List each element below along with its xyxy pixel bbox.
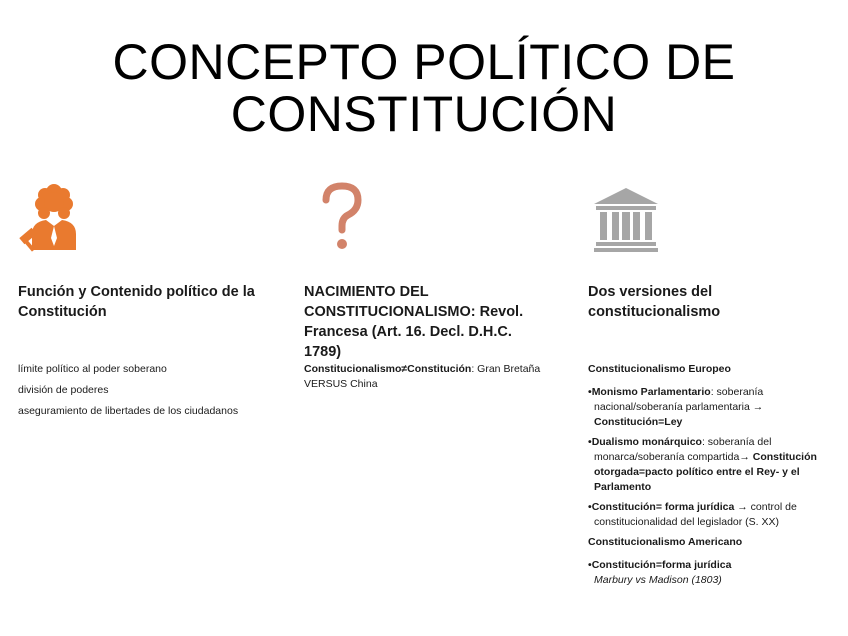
column-heading: NACIMIENTO DEL CONSTITUCIONALISMO: Revol. Francesa (Art. 16. Decl. D.H.C. 1789) <box>304 284 524 360</box>
classical-building-icon <box>588 180 838 256</box>
section-subtitle: Constitucionalismo Europeo <box>588 363 731 375</box>
bullet-text: : soberanía nacional/soberanía parlamentaria → <box>594 386 764 413</box>
list-item: •Dualismo monárquico: soberanía del monarca/soberanía compartida→ Constitución otorgada=pacto político entre el Rey- y el Parlamento <box>588 436 817 493</box>
column-body <box>18 362 268 419</box>
list-item: •Monismo Parlamentario: soberanía nacional/soberanía parlamentaria → Constitución=Ley <box>588 386 764 428</box>
bullet-bold: Constitución= forma jurídica <box>591 501 735 513</box>
column-origin <box>304 180 544 392</box>
column-heading: Función y Contenido político de la Constitución <box>18 284 255 320</box>
body-bold-text: Constitucionalismo≠Constitución <box>304 363 472 375</box>
bullet-bold: Constitución=forma jurídica <box>591 559 732 571</box>
bullet-text: : soberanía del monarca/soberanía compartida→ <box>594 436 772 463</box>
bullet-bold: Constitución=Ley <box>594 416 683 428</box>
slide-title <box>0 36 848 140</box>
section-subtitle: Constitucionalismo Americano <box>588 536 743 548</box>
title-line-2: CONSTITUCIÓN <box>230 86 618 142</box>
list-item: •Constitución=forma jurídica Marbury vs Madison (1803) <box>588 559 732 586</box>
body-text: : Gran Bretaña VERSUS China <box>304 363 541 390</box>
column-function <box>18 180 268 425</box>
question-mark-icon <box>304 180 544 256</box>
list-item: aseguramiento de libertades de los ciudadanos <box>18 405 239 417</box>
column-versions <box>588 180 838 593</box>
list-item: división de poderes <box>18 384 109 396</box>
bullet-bold: Constitución otorgada=pacto político entre el Rey- y el Parlamento <box>594 451 817 493</box>
column-body <box>304 362 544 392</box>
bullet-bold: Monismo Parlamentario <box>591 386 711 398</box>
column-heading: Dos versiones del constitucionalismo <box>588 284 721 320</box>
list-item: límite político al poder soberano <box>18 363 167 375</box>
bullet-text: → control de constitucionalidad del legislador (S. XX) <box>594 501 797 528</box>
bullet-italic: Marbury vs Madison (1803) <box>594 574 722 586</box>
title-line-1: CONCEPTO POLÍTICO DE <box>112 34 736 90</box>
column-body <box>588 362 838 588</box>
judge-gavel-icon <box>18 180 268 256</box>
list-item: •Constitución= forma jurídica → control de constitucionalidad del legislador (S. XX) <box>588 501 797 528</box>
bullet-bold: Dualismo monárquico <box>591 436 702 448</box>
